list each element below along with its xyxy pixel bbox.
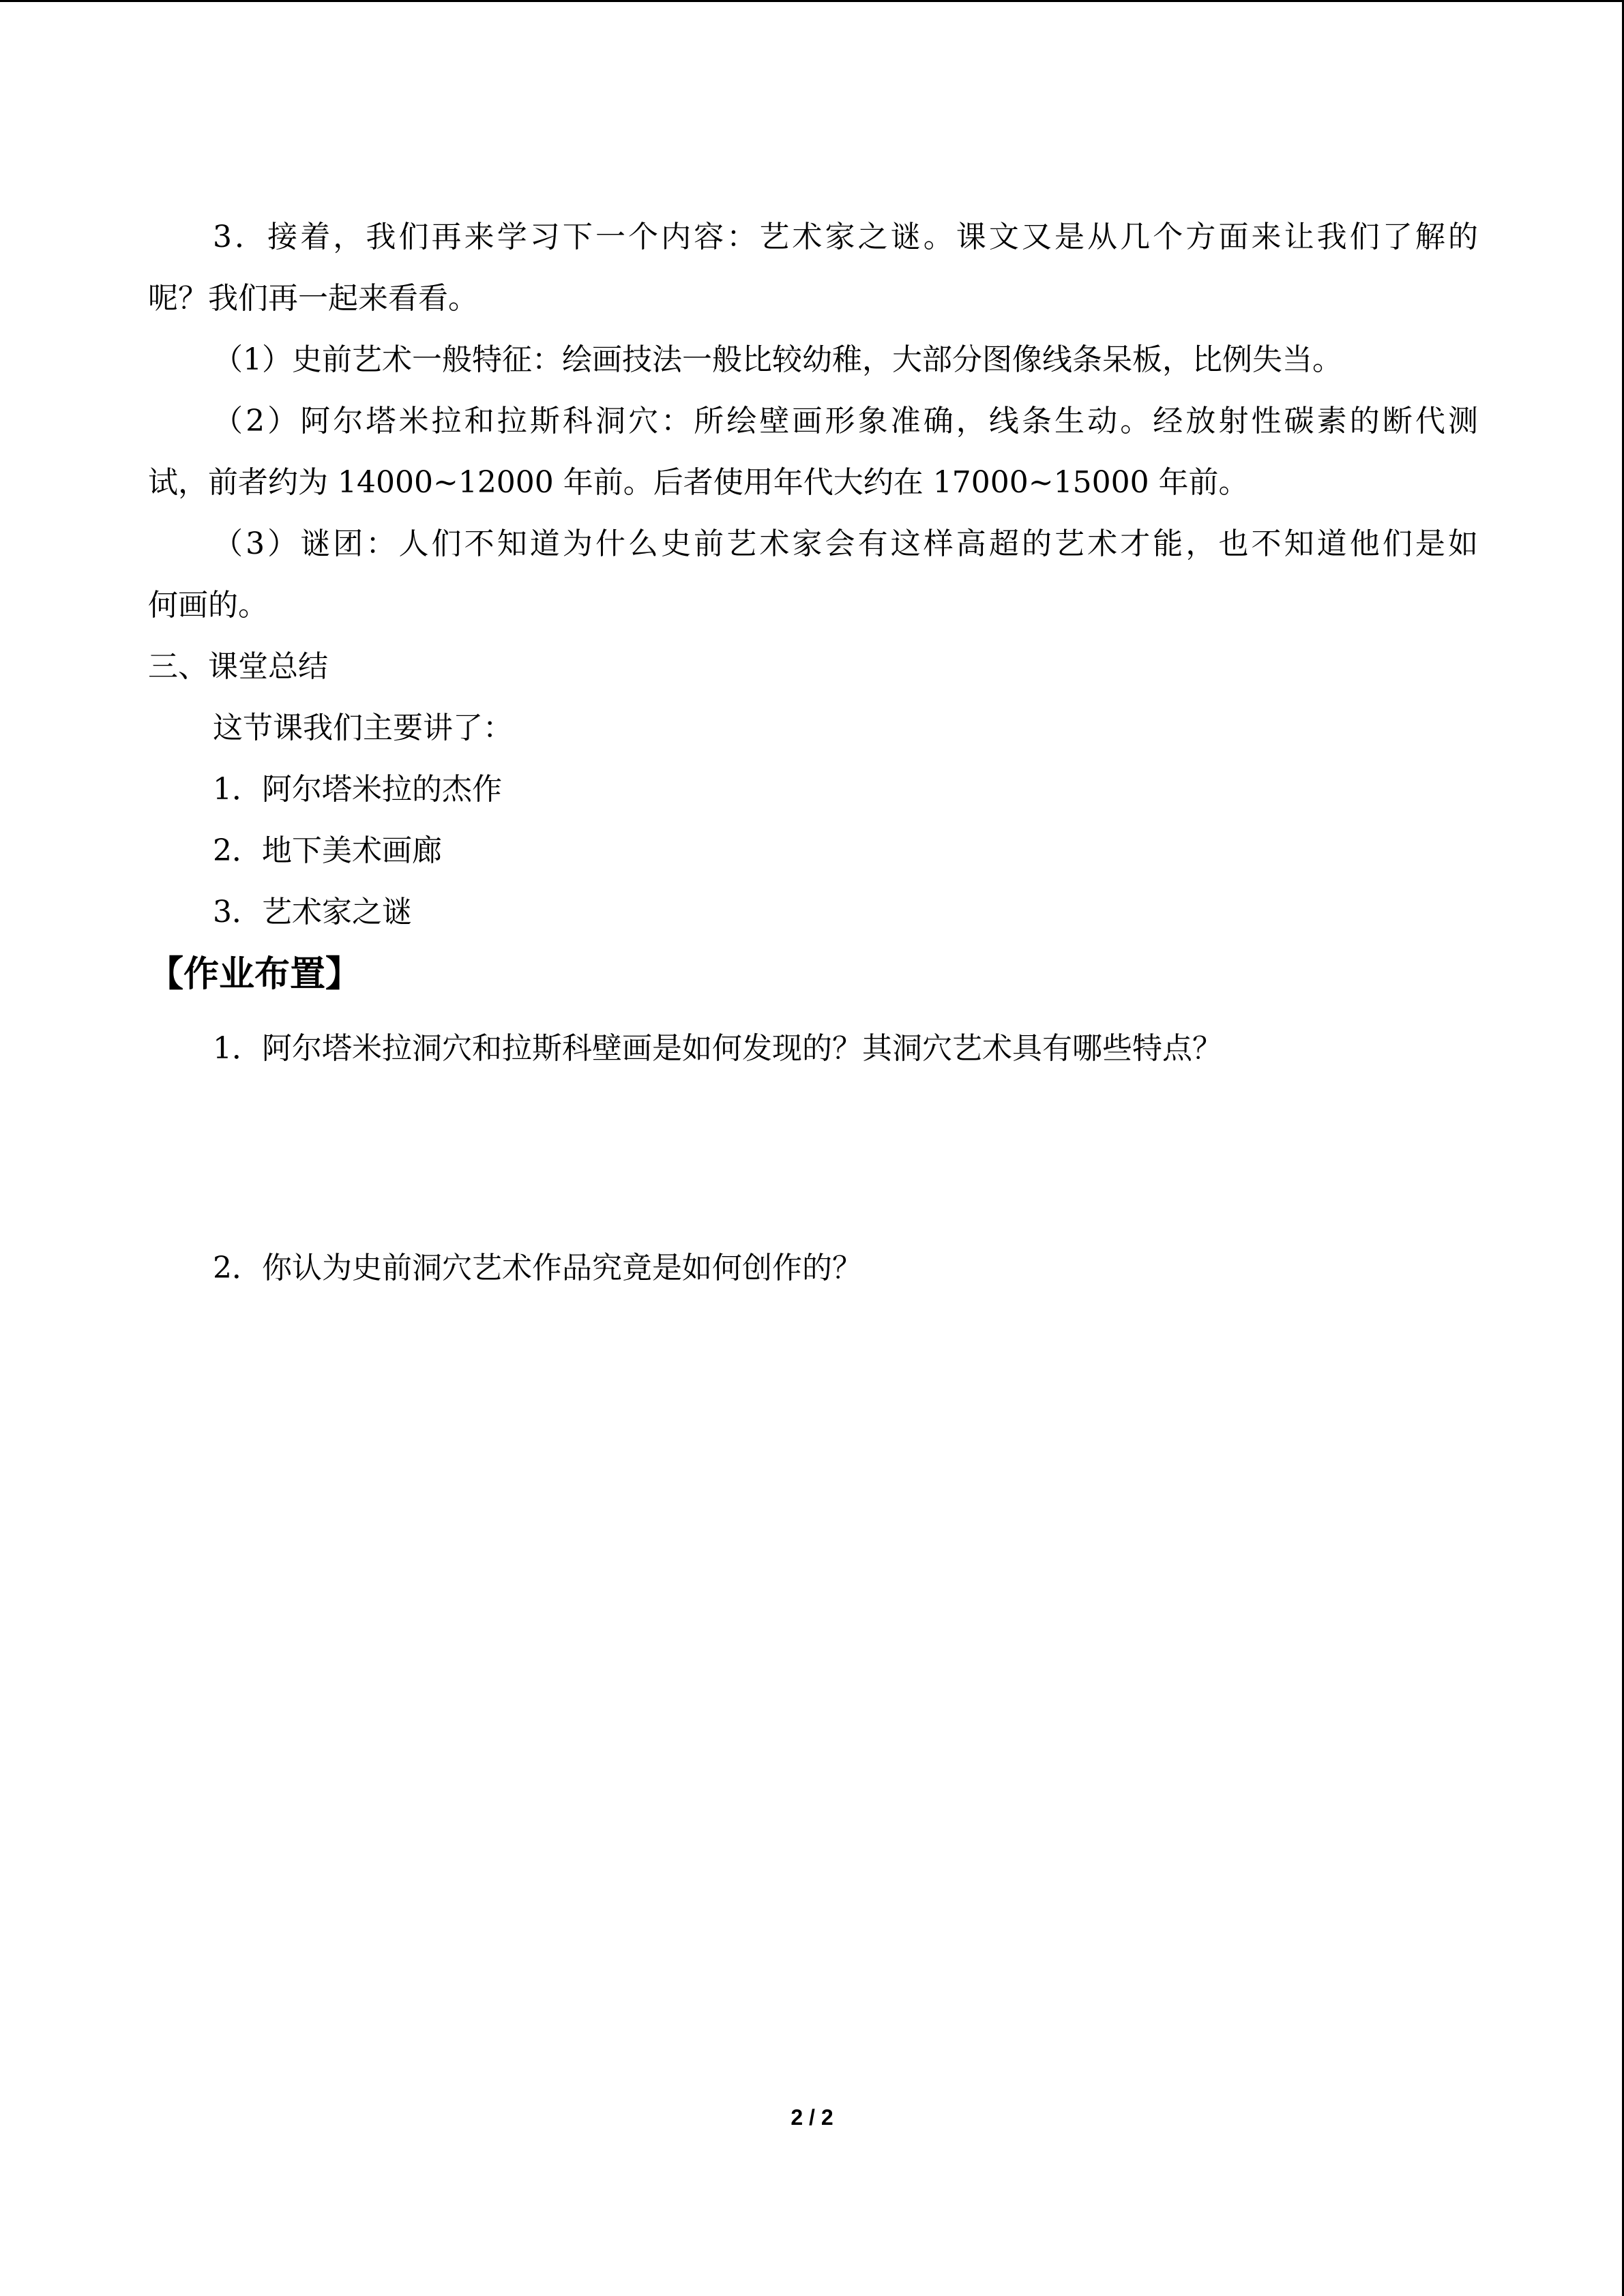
summary-item: 3．艺术家之谜: [213, 895, 412, 929]
point3-item2: [148, 391, 1478, 452]
point3-line1: 3．接着，我们再来学习下一个内容：艺术家之谜。课文又是从几个方面来让我们了解的: [213, 220, 1478, 254]
homework-question: 1．阿尔塔米拉洞穴和拉斯科壁画是如何发现的？其洞穴艺术具有哪些特点？: [213, 1031, 1222, 1066]
point3-item3: [148, 513, 1478, 575]
point3-item2-line1: （2）阿尔塔米拉和拉斯科洞穴：所绘壁画形象准确，线条生动。经放射性碳素的断代测: [213, 404, 1478, 438]
point3-item3-line1: （3）谜团：人们不知道为什么史前艺术家会有这样高超的艺术才能，也不知道他们是如: [213, 526, 1478, 561]
summary-intro: 这节课我们主要讲了：: [213, 711, 513, 745]
paragraph-point3-cont: 呢？我们再一起来看看。: [148, 281, 478, 316]
page-number: 2 / 2: [791, 2105, 833, 2130]
summary-item: 2．地下美术画廊: [213, 833, 442, 868]
paragraph-point3: [148, 207, 1478, 268]
point3-item2-line2: 试，前者约为 14000~12000 年前。后者使用年代大约在 17000~15000 年前。: [148, 465, 1249, 500]
page-content: [148, 207, 1478, 1299]
homework-question: 2．你认为史前洞穴艺术作品究竟是如何创作的？: [213, 1251, 862, 1285]
answer-space: [148, 1079, 1478, 1238]
summary-item: 1．阿尔塔米拉的杰作: [213, 772, 502, 807]
summary-heading: 三、课堂总结: [148, 649, 328, 684]
point3-item3-line2: 何画的。: [148, 588, 268, 623]
homework-heading: 【作业布置】: [148, 954, 361, 995]
point3-item1: （1）史前艺术一般特征：绘画技法一般比较幼稚，大部分图像线条呆板，比例失当。: [213, 342, 1342, 377]
